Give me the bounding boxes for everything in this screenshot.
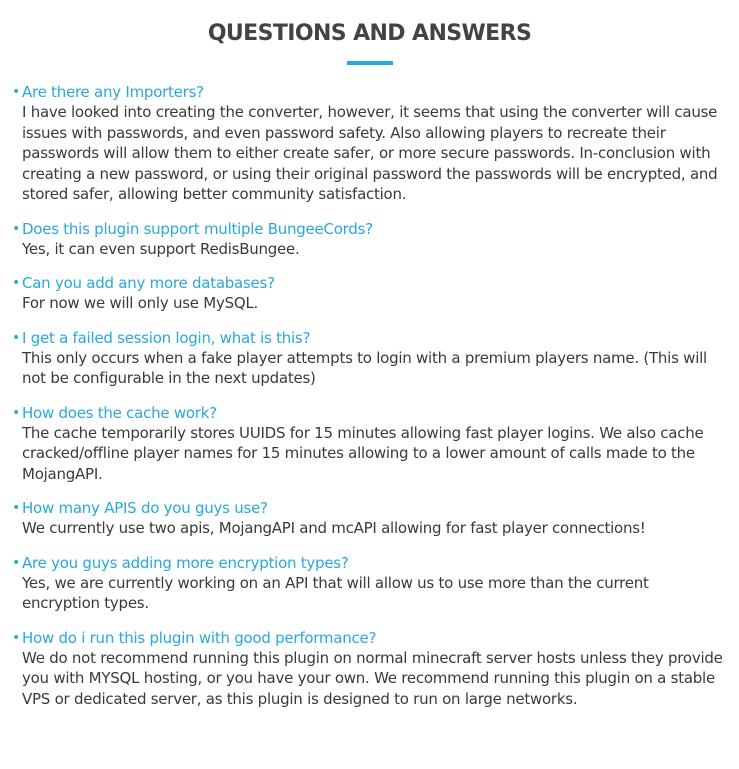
faq-answer: Yes, we are currently working on an API that will allow us to use more than the current encryption types. (22, 573, 649, 612)
bullet-icon: • (12, 404, 21, 421)
faq-question: Can you add any more databases? (22, 274, 275, 292)
faq-item (12, 628, 727, 710)
faq-list (0, 82, 739, 709)
faq-item (12, 328, 727, 389)
faq-answer: For now we will only use MySQL. (22, 294, 259, 312)
faq-question: Does this plugin support multiple BungeeCords? (22, 219, 373, 238)
faq-answer: The cache temporarily stores UUIDS for 15 minutes allowing fast player logins. We also cache cracked/offline player names for 15 minutes allowing to a lower amount of calls made to the MojangAPI. (22, 423, 704, 483)
faq-item (12, 403, 727, 485)
title-underline (347, 61, 393, 65)
bullet-icon: • (12, 220, 21, 237)
faq-answer: We currently use two apis, MojangAPI and mcAPI allowing for fast player connections! (22, 519, 646, 537)
faq-question: Are you guys adding more encryption types? (22, 553, 349, 572)
faq-question: How many APIS do you guys use? (22, 499, 268, 517)
faq-item (12, 498, 727, 539)
bullet-icon: • (12, 554, 21, 571)
bullet-icon: • (12, 275, 21, 291)
bullet-icon: • (12, 629, 21, 646)
faq-item (12, 219, 727, 260)
faq-item (12, 82, 727, 205)
page-header (0, 0, 739, 65)
faq-question: How does the cache work? (22, 403, 217, 422)
faq-question: How do i run this plugin with good performance? (22, 628, 377, 647)
faq-answer: Yes, it can even support RedisBungee. (22, 239, 300, 258)
page-title: QUESTIONS AND ANSWERS (207, 21, 532, 46)
faq-item (12, 273, 727, 314)
bullet-icon: • (12, 500, 21, 516)
faq-answer: We do not recommend running this plugin on normal minecraft server hosts unless they provide you with MYSQL hosting, or you have your own. We recommend running this plugin on a stable VPS or dedicated server, as this plugin is designed to run on large networks. (22, 648, 723, 708)
faq-answer: This only occurs when a fake player attempts to login with a premium players name. (This will not be configurable in the next updates) (22, 348, 707, 387)
bullet-icon: • (12, 84, 21, 100)
faq-question: Are there any Importers? (22, 83, 204, 101)
faq-item (12, 553, 727, 614)
faq-question: I get a failed session login, what is this? (22, 328, 311, 347)
faq-answer: I have looked into creating the converter, however, it seems that using the converter will cause issues with passwords, and even password safety. Also allowing players to recreate their passwords will allow them to either create safer, or more secure passwords. In-conclusion with creating a new password, or using their original password the passwords will be encrypted, and stored safer, allowing better community satisfaction. (22, 103, 718, 203)
bullet-icon: • (12, 329, 21, 346)
